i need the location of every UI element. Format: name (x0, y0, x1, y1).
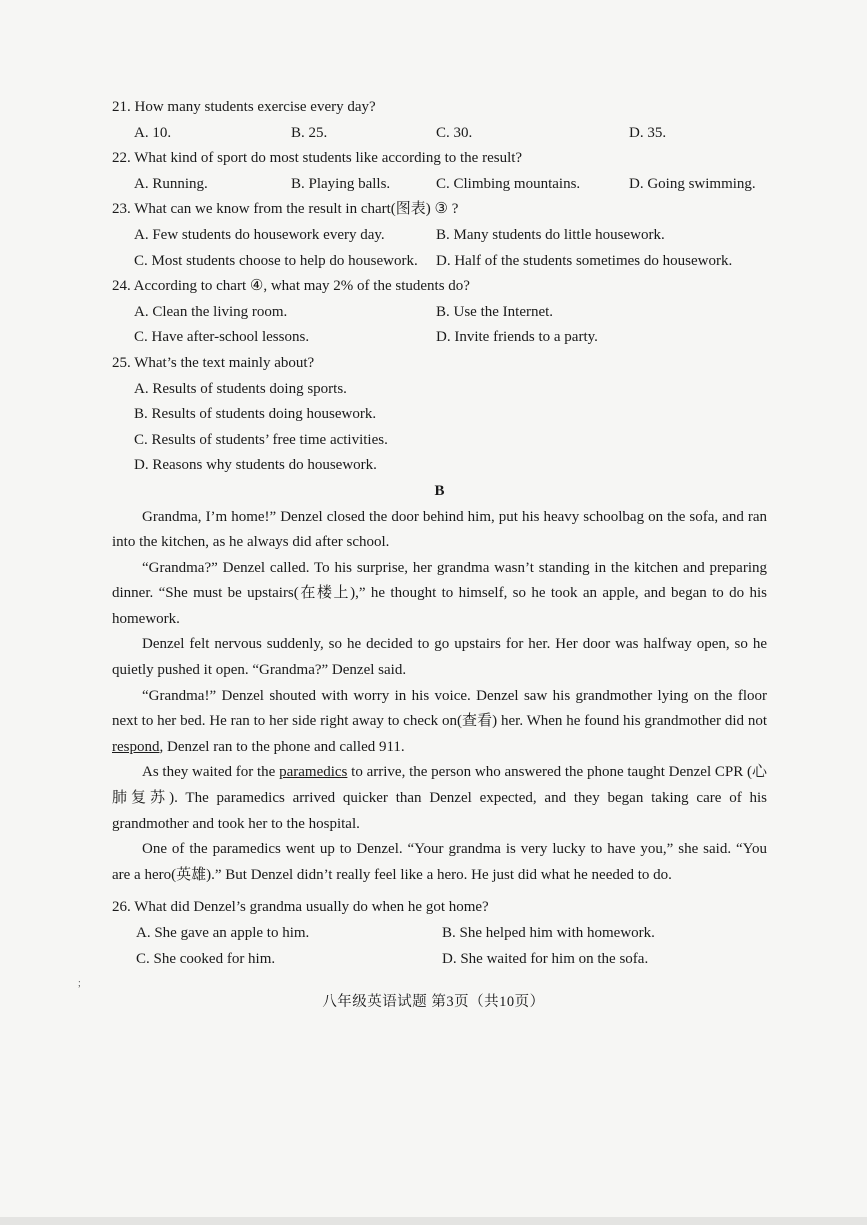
option-22-d: D. Going swimming. (629, 175, 756, 192)
section-b-heading: B (434, 482, 445, 499)
paragraph-4-text-before: “Grandma!” Denzel shouted with worry in his voice. Denzel saw his grandmother lying on the floor next to her bed. He ran to her side right away to check on(查看) her. When he found his grandmother did not (112, 687, 767, 730)
question-21-options (112, 121, 767, 147)
option-23-b: B. Many students do little housework. (436, 226, 665, 243)
question-23-options (112, 223, 767, 274)
option-26-b: B. She helped him with homework. (442, 925, 655, 941)
option-21-a: A. 10. (134, 124, 172, 141)
question-21-stem: 21. How many students exercise every day? (112, 99, 376, 115)
passage-paragraph-6: One of the paramedics went up to Denzel. “Your grandma is very lucky to have you,” she said. “You are a hero(英雄).” But Denzel didn’t really feel like a hero. He just did what he needed to do. (112, 841, 767, 883)
option-25-c: C. Results of students’ free time activities. (134, 431, 388, 448)
option-25-b: B. Results of students doing housework. (134, 406, 377, 423)
option-25-a: A. Results of students doing sports. (134, 380, 347, 397)
question-23-stem: 23. What can we know from the result in chart(图表) ③ ? (112, 201, 459, 218)
option-23-c: C. Most students choose to help do housework. (134, 252, 418, 269)
paragraph-5-text-before: As they waited for the (142, 764, 280, 781)
passage-paragraph-4 (112, 684, 767, 761)
scan-bottom-band (0, 1217, 867, 1225)
paragraph-5-text-after: to arrive, the person who answered the phone taught Denzel CPR (心肺复苏). The paramedics arrived quicker than Denzel expected, and they began taking care of his grandmother and took her to the hospital. (112, 764, 767, 832)
question-25-options (112, 377, 767, 479)
option-21-b: B. 25. (291, 124, 328, 141)
spacer (112, 888, 767, 895)
option-24-d: D. Invite friends to a party. (436, 329, 598, 346)
option-24-a: A. Clean the living room. (134, 303, 288, 320)
question-24-stem: 24. According to chart ④, what may 2% of the students do? (112, 278, 470, 295)
edge-mark: ; (78, 978, 81, 989)
option-21-d: D. 35. (629, 124, 667, 141)
option-22-c: C. Climbing mountains. (436, 175, 581, 192)
option-24-b: B. Use the Internet. (436, 303, 554, 320)
option-22-b: B. Playing balls. (291, 175, 391, 192)
underlined-word-paramedics: paramedics (279, 764, 348, 781)
option-22-a: A. Running. (134, 175, 208, 192)
option-24-c: C. Have after-school lessons. (134, 329, 310, 346)
option-21-c: C. 30. (436, 124, 473, 141)
passage-paragraph-2: “Grandma?” Denzel called. To his surprise, her grandma wasn’t standing in the kitchen and preparing dinner. “She must be upstairs(在楼上),” he thought to himself, so he took an apple, and began to do his homework. (112, 559, 767, 627)
question-26-options (112, 921, 767, 972)
passage-paragraph-5 (112, 760, 767, 837)
option-26-c: C. She cooked for him. (136, 950, 276, 967)
page-footer: 八年级英语试题 第3页（共10页） (322, 994, 545, 1010)
option-26-d: D. She waited for him on the sofa. (442, 950, 649, 967)
page-content (112, 95, 767, 972)
passage-paragraph-3: Denzel felt nervous suddenly, so he decided to go upstairs for her. Her door was halfway open, so he quietly pushed it open. “Grandma?” Denzel said. (112, 636, 767, 679)
question-24-options (112, 300, 767, 351)
option-23-d: D. Half of the students sometimes do housework. (436, 252, 733, 269)
question-25-stem: 25. What’s the text mainly about? (112, 354, 315, 371)
underlined-word-respond: respond (112, 738, 160, 755)
option-26-a: A. She gave an apple to him. (136, 925, 310, 941)
question-22-options (112, 172, 767, 198)
question-22-stem: 22. What kind of sport do most students like according to the result? (112, 150, 523, 167)
question-26-stem: 26. What did Denzel’s grandma usually do when he got home? (112, 899, 489, 916)
paragraph-4-text-after: , Denzel ran to the phone and called 911. (159, 738, 405, 755)
option-23-a: A. Few students do housework every day. (134, 226, 385, 243)
option-25-d: D. Reasons why students do housework. (134, 457, 377, 474)
passage-paragraph-1: Grandma, I’m home!” Denzel closed the door behind him, put his heavy schoolbag on the sofa, and ran into the kitchen, as he always did after school. (112, 508, 767, 551)
